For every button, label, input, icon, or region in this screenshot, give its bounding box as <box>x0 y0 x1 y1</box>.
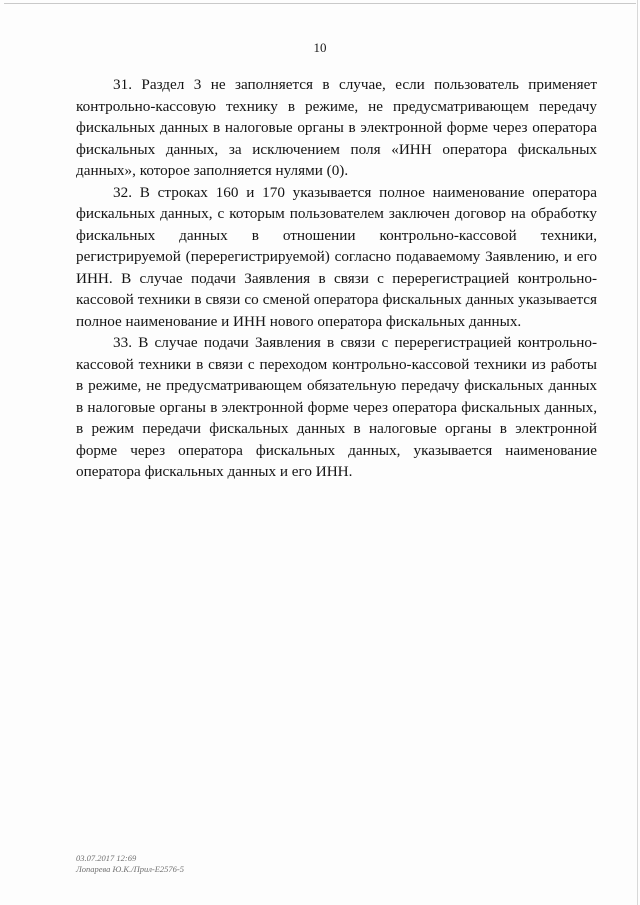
registration-stamp <box>76 853 184 875</box>
stamp-reference: Лопарева Ю.К./Прил-Е2576-5 <box>76 864 185 874</box>
paragraph-33: 33. В случае подачи Заявления в связи с перерегистрацией контрольно-кассовой техники в связи с переходом контрольно-кассовой техники из работы в режиме, не предусматривающем обязательную передачу фискальных данных в налоговые органы в электронной форме через оператора фискальных данных, в режим передачи фискальных данных в налоговые органы в электронной форме через оператора фискальных данных, указывается наименование оператора фискальных данных и его ИНН. <box>76 334 597 480</box>
paragraph-32: 32. В строках 160 и 170 указывается полное наименование оператора фискальных данных, с которым пользователем заключен договор на обработку фискальных данных в отношении контрольно-кассовой техники, регистрируемой (перерегистрируемой) согласно подаваемому Заявлению, и его ИНН. В случае подачи Заявления в связи с перерегистрацией контрольно-кассовой техники в связи со сменой оператора фискальных данных указывается полное наименование и ИНН нового оператора фискальных данных. <box>76 183 597 330</box>
page-number: 10 <box>313 40 327 55</box>
stamp-datetime: 03.07.2017 12:69 <box>76 853 137 863</box>
top-border-line <box>4 3 636 4</box>
document-body <box>76 74 597 483</box>
right-border-line <box>637 0 638 905</box>
paragraph-31: 31. Раздел 3 не заполняется в случае, если пользователь применяет контрольно-кассовую технику в режиме, не предусматривающем передачу фискальных данных в налоговые органы в электронной форме через оператора фискальных данных, за исключением поля «ИНН оператора фискальных данных», которое заполняется нулями (0). <box>76 76 597 179</box>
